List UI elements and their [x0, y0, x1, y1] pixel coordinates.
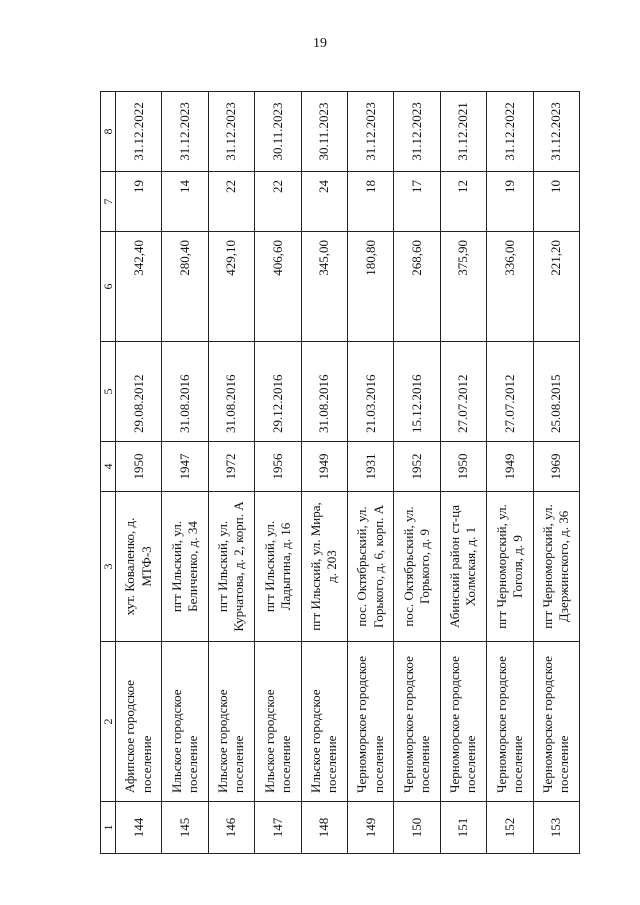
count-cell: 14 — [162, 172, 208, 232]
date-cell: 27.07.2012 — [440, 342, 486, 442]
row-number-cell: 144 — [116, 802, 162, 854]
address-cell: пгт Ильский, ул. Курчатова, д. 2, корп. А — [208, 492, 254, 642]
address-cell: пос. Октябрьский, ул. Горького, д. 6, корп. А — [347, 492, 393, 642]
area-cell: 342,40 — [116, 232, 162, 342]
header-cell: 7 — [101, 172, 116, 232]
header-cell: 4 — [101, 442, 116, 492]
table-row — [301, 92, 347, 854]
row-number-cell: 149 — [347, 802, 393, 854]
address-cell: Абинский район ст-ца Холмская, д. 1 — [440, 492, 486, 642]
header-row — [101, 92, 116, 854]
count-cell: 19 — [116, 172, 162, 232]
address-cell: хут. Коваленко, д. МТФ-3 — [116, 492, 162, 642]
year-cell: 1949 — [301, 442, 347, 492]
header-cell: 3 — [101, 492, 116, 642]
address-cell: пгт Черноморский, ул. Дзержинского, д. 36 — [533, 492, 579, 642]
year-cell: 1950 — [440, 442, 486, 492]
year-cell: 1931 — [347, 442, 393, 492]
year-cell: 1956 — [255, 442, 301, 492]
municipality-cell: Черноморское городское поселение — [440, 642, 486, 802]
year-cell: 1969 — [533, 442, 579, 492]
table-row — [394, 92, 440, 854]
municipality-cell: Черноморское городское поселение — [394, 642, 440, 802]
deadline-cell: 31.12.2023 — [533, 92, 579, 172]
row-number-cell: 145 — [162, 802, 208, 854]
year-cell: 1972 — [208, 442, 254, 492]
row-number-cell: 150 — [394, 802, 440, 854]
date-cell: 25.08.2015 — [533, 342, 579, 442]
row-number-cell: 146 — [208, 802, 254, 854]
deadline-cell: 31.12.2023 — [394, 92, 440, 172]
date-cell: 21.03.2016 — [347, 342, 393, 442]
year-cell: 1947 — [162, 442, 208, 492]
address-cell: пос. Октябрьский, ул. Горького, д. 9 — [394, 492, 440, 642]
area-cell: 336,00 — [487, 232, 533, 342]
municipality-cell: Ильское городское поселение — [301, 642, 347, 802]
year-cell: 1950 — [116, 442, 162, 492]
row-number-cell: 152 — [487, 802, 533, 854]
table-wrapper — [100, 92, 580, 854]
table-row — [208, 92, 254, 854]
area-cell: 345,00 — [301, 232, 347, 342]
date-cell: 31.08.2016 — [162, 342, 208, 442]
area-cell: 406,60 — [255, 232, 301, 342]
year-cell: 1949 — [487, 442, 533, 492]
header-cell: 2 — [101, 642, 116, 802]
date-cell: 27.07.2012 — [487, 342, 533, 442]
count-cell: 18 — [347, 172, 393, 232]
area-cell: 280,40 — [162, 232, 208, 342]
area-cell: 180,80 — [347, 232, 393, 342]
header-cell: 5 — [101, 342, 116, 442]
count-cell: 22 — [208, 172, 254, 232]
deadline-cell: 31.12.2022 — [116, 92, 162, 172]
table-row — [487, 92, 533, 854]
year-cell: 1952 — [394, 442, 440, 492]
municipality-cell: Черноморское городское поселение — [347, 642, 393, 802]
municipality-cell: Ильское городское поселение — [208, 642, 254, 802]
rotated-table-container — [100, 92, 580, 854]
date-cell: 31.08.2016 — [208, 342, 254, 442]
address-cell: пгт Ильский, ул. Беличенко, д. 34 — [162, 492, 208, 642]
address-cell: пгт Черноморский, ул. Гоголя, д. 9 — [487, 492, 533, 642]
municipality-cell: Черноморское городское поселение — [533, 642, 579, 802]
deadline-cell: 31.12.2023 — [162, 92, 208, 172]
deadline-cell: 31.12.2023 — [208, 92, 254, 172]
header-cell: 6 — [101, 232, 116, 342]
address-cell: пгт Ильский, ул. Ладыгина, д. 16 — [255, 492, 301, 642]
row-number-cell: 153 — [533, 802, 579, 854]
deadline-cell: 31.12.2023 — [347, 92, 393, 172]
area-cell: 375,90 — [440, 232, 486, 342]
deadline-cell: 31.12.2022 — [487, 92, 533, 172]
date-cell: 29.08.2012 — [116, 342, 162, 442]
table-row — [440, 92, 486, 854]
count-cell: 10 — [533, 172, 579, 232]
municipality-cell: Черноморское городское поселение — [487, 642, 533, 802]
row-number-cell: 147 — [255, 802, 301, 854]
table-row — [347, 92, 393, 854]
row-number-cell: 148 — [301, 802, 347, 854]
address-cell: пгт Ильский, ул. Мира, д. 203 — [301, 492, 347, 642]
page-number: 19 — [313, 36, 327, 51]
date-cell: 15.12.2016 — [394, 342, 440, 442]
header-cell: 1 — [101, 802, 116, 854]
area-cell: 268,60 — [394, 232, 440, 342]
row-number-cell: 151 — [440, 802, 486, 854]
deadline-cell: 30.11.2023 — [255, 92, 301, 172]
table-row — [162, 92, 208, 854]
municipality-cell: Афипское городское поселение — [116, 642, 162, 802]
deadline-cell: 31.12.2021 — [440, 92, 486, 172]
count-cell: 22 — [255, 172, 301, 232]
date-cell: 29.12.2016 — [255, 342, 301, 442]
area-cell: 429,10 — [208, 232, 254, 342]
header-cell: 8 — [101, 92, 116, 172]
municipality-cell: Ильское городское поселение — [162, 642, 208, 802]
area-cell: 221,20 — [533, 232, 579, 342]
municipality-cell: Ильское городское поселение — [255, 642, 301, 802]
table-row — [255, 92, 301, 854]
count-cell: 24 — [301, 172, 347, 232]
deadline-cell: 30.11.2023 — [301, 92, 347, 172]
count-cell: 17 — [394, 172, 440, 232]
housing-table — [100, 91, 580, 854]
date-cell: 31.08.2016 — [301, 342, 347, 442]
count-cell: 12 — [440, 172, 486, 232]
count-cell: 19 — [487, 172, 533, 232]
table-row — [116, 92, 162, 854]
table-row — [533, 92, 579, 854]
